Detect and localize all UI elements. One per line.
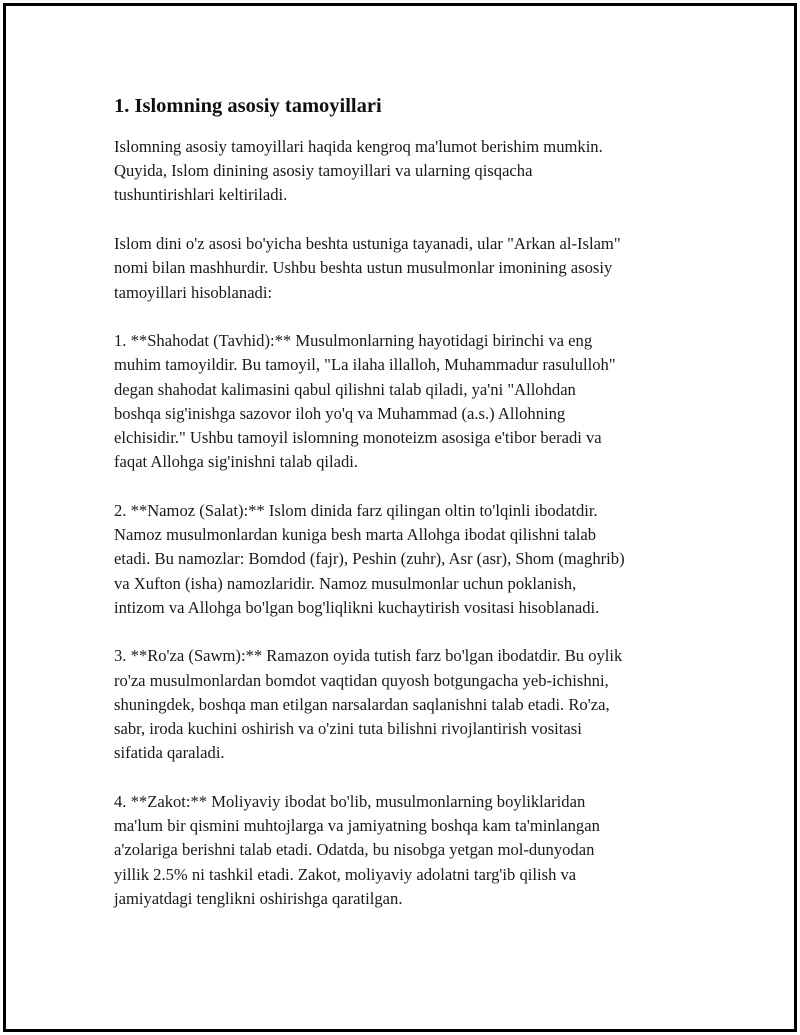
document-title: 1. Islomning asosiy tamoyillari: [114, 95, 382, 117]
document-body: [114, 93, 694, 935]
paragraph-roza: 3. **Ro'za (Sawm):** Ramazon oyida tutish farz bo'lgan ibodatdir. Bu oylik ro'za musulmonlardan bomdot vaqtidan quyosh botgungacha yeb-ichishni, shuningdek, boshqa man etilgan narsalardan saqlanishni talab etadi. Ro'za, sabr, iroda kuchini oshirish va o'zini tuta bilishni rivojlantirish vositasi sifatida qaraladi.: [114, 646, 623, 763]
paragraph-zakot: 4. **Zakot:** Moliyaviy ibodat bo'lib, musulmonlarning boyliklaridan ma'lum bir qismini muhtojlarga va jamiyatning boshqa kam ta'minlangan a'zolariga berishni talab etadi. Odatda, bu nisobga yetgan mol-dunyodan yillik 2.5% ni tashkil etadi. Zakot, moliyaviy adolatni targ'ib qilish va jamiyatdagi tenglikni oshirishga qaratilgan.: [114, 791, 600, 908]
paragraph-shahodat: 1. **Shahodat (Tavhid):** Musulmonlarning hayotidagi birinchi va eng muhim tamoyildir. Bu tamoyil, "La ilaha illalloh, Muhammadur rasululloh" degan shahodat kalimasini qabul qilishni talab qiladi, ya'ni "Allohdan boshqa sig'inishga sazovor iloh yo'q va Muhammad (a.s.) Allohning elchisidir." Ushbu tamoyil islomning monoteizm asosiga e'tibor beradi va faqat Allohga sig'inishni talab qiladi.: [114, 331, 616, 472]
paragraph-pillars-overview: Islom dini o'z asosi bo'yicha beshta ustuniga tayanadi, ular "Arkan al-Islam" nomi bilan mashhurdir. Ushbu beshta ustun musulmonlar imonining asosiy tamoyillari hisoblanadi:: [114, 234, 621, 302]
paragraph-namoz: 2. **Namoz (Salat):** Islom dinida farz qilingan oltin to'lqinli ibodatdir. Namoz musulmonlardan kuniga besh marta Allohga ibodat qilishni talab etadi. Bu namozlar: Bomdod (fajr), Peshin (zuhr), Asr (asr), Shom (maghrib) va Xufton (isha) namozlaridir. Namoz musulmonlar uchun poklanish, intizom va Allohga bo'lgan bog'liqlikni kuchaytirish vositasi hisoblanadi.: [114, 500, 625, 617]
paragraph-intro: Islomning asosiy tamoyillari haqida kengroq ma'lumot berishim mumkin. Quyida, Islom dinining asosiy tamoyillari va ularning qisqacha tushuntirishlari keltiriladi.: [114, 137, 603, 205]
